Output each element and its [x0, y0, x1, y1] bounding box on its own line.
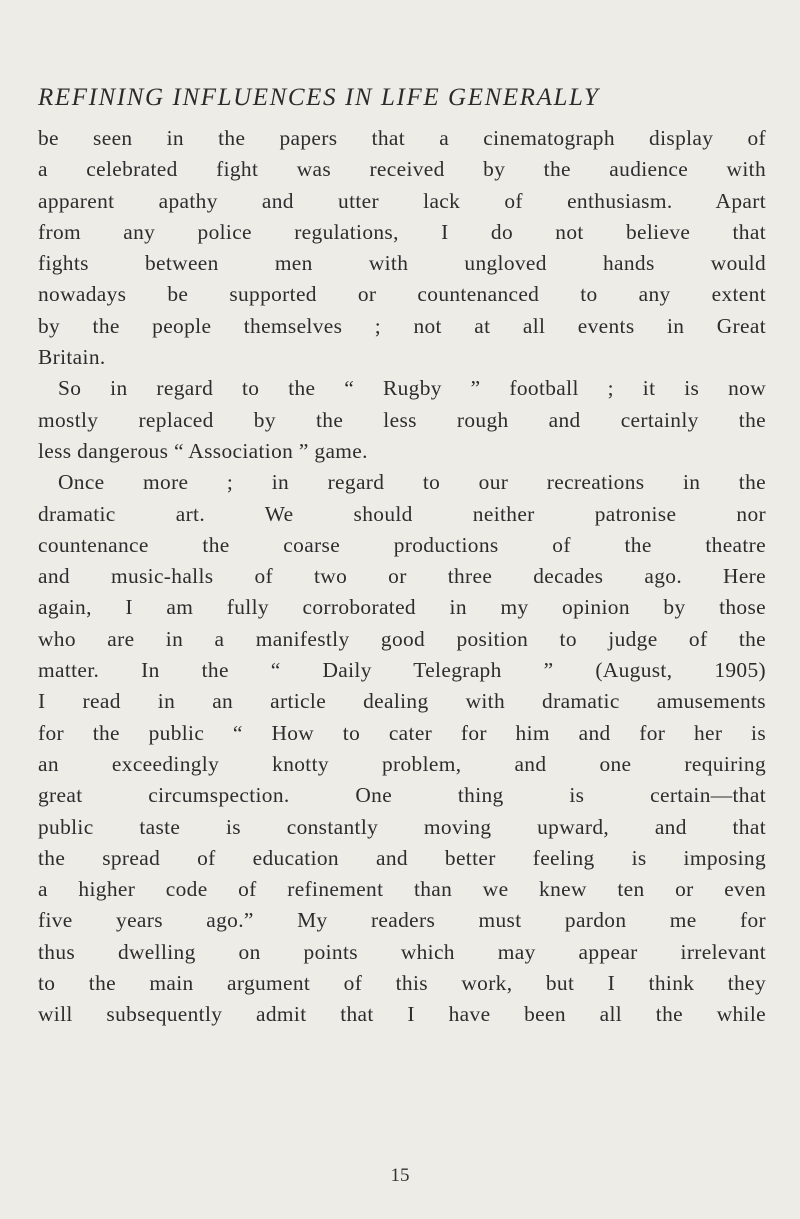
- text-line: public taste is constantly moving upward, and that: [38, 814, 766, 839]
- text-line: mostly replaced by the less rough and certainly the: [38, 407, 766, 432]
- text-line: countenance the coarse productions of the theatre: [38, 532, 766, 557]
- running-head: REFINING INFLUENCES IN LIFE GENERALLY: [38, 84, 600, 111]
- text-line: and music-halls of two or three decades ago. Here: [38, 564, 766, 589]
- text-line: who are in a manifestly good position to judge of the: [38, 626, 766, 651]
- text-line: again, I am fully corroborated in my opinion by those: [38, 595, 766, 620]
- text-line: nowadays be supported or countenanced to any extent: [38, 282, 766, 307]
- text-line: five years ago.” My readers must pardon me for: [38, 908, 766, 933]
- text-line: great circumspection. One thing is certain—that: [38, 783, 766, 808]
- text-line: So in regard to the “ Rugby ” football ; it is now: [58, 376, 766, 401]
- text-line: less dangerous “ Association ” game.: [38, 438, 368, 463]
- text-line: fights between men with ungloved hands would: [38, 251, 766, 276]
- text-line: a higher code of refinement than we knew ten or even: [38, 877, 766, 902]
- text-line: dramatic art. We should neither patronise nor: [38, 501, 766, 526]
- text-line: I read in an article dealing with dramatic amusements: [38, 689, 766, 714]
- text-line: the spread of education and better feeling is imposing: [38, 845, 766, 870]
- text-line: for the public “ How to cater for him and for her is: [38, 720, 766, 745]
- text-line: from any police regulations, I do not believe that: [38, 219, 766, 244]
- text-line: by the people themselves ; not at all events in Great: [38, 313, 766, 338]
- page-number: 15: [390, 1165, 410, 1186]
- text-line: to the main argument of this work, but I think they: [38, 971, 766, 996]
- text-line: a celebrated fight was received by the audience with: [38, 157, 766, 182]
- body-text: [38, 123, 766, 1031]
- text-line: Once more ; in regard to our recreations in the: [58, 470, 766, 495]
- text-line: will subsequently admit that I have been all the while: [38, 1002, 766, 1027]
- text-line: be seen in the papers that a cinematograph display of: [38, 126, 766, 150]
- text-line: apparent apathy and utter lack of enthusiasm. Apart: [38, 188, 766, 213]
- text-line: matter. In the “ Daily Telegraph ” (August, 1905): [38, 658, 766, 683]
- text-line: an exceedingly knotty problem, and one requiring: [38, 751, 766, 776]
- text-line: thus dwelling on points which may appear irrelevant: [38, 939, 766, 964]
- text-line: Britain.: [38, 345, 106, 370]
